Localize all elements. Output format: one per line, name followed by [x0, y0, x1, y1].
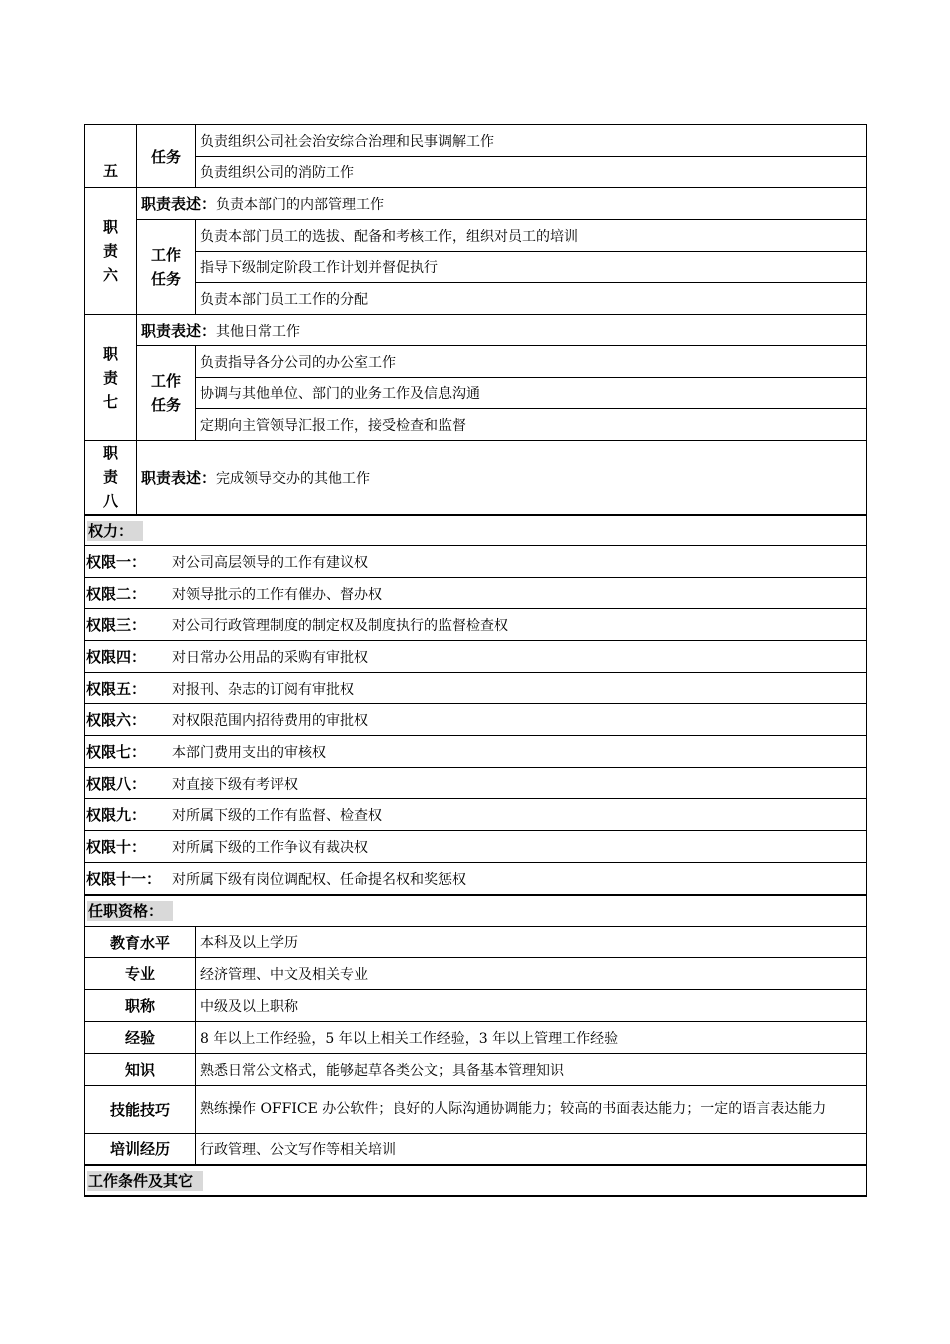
- qualification-label: 教育水平: [85, 927, 196, 958]
- power-label: 权限九：: [86, 806, 147, 824]
- duty6-task-label: [137, 220, 196, 315]
- duty8-label-text: 职责八: [102, 444, 118, 511]
- qualification-value: 本科及以上学历: [196, 927, 867, 958]
- qualification-row: [85, 958, 867, 990]
- duty6-statement: [137, 188, 867, 220]
- duty7-task-2: 协调与其他单位、部门的业务工作及信息沟通: [196, 378, 867, 409]
- qualification-row: [85, 1022, 867, 1054]
- powers-title-text: 权力：: [87, 521, 143, 541]
- duty6-statement-row: [85, 188, 867, 220]
- power-label: 权限四：: [86, 648, 147, 666]
- power-item: [85, 863, 867, 895]
- power-text: 对报刊、杂志的订阅有审批权: [172, 681, 354, 698]
- qualification-label: 经验: [85, 1022, 196, 1054]
- job-description-document: [84, 124, 866, 1197]
- qualification-label: 专业: [85, 958, 196, 990]
- duty5-task-2: 负责组织公司的消防工作: [196, 157, 867, 188]
- power-text: 对领导批示的工作有催办、督办权: [172, 586, 382, 603]
- qualification-label: 技能技巧: [85, 1086, 196, 1134]
- power-label: 权限十一：: [86, 869, 162, 888]
- power-item: [85, 831, 867, 863]
- duty6-task-row: [85, 252, 867, 283]
- qualification-row: [85, 1086, 867, 1134]
- qualification-value: 行政管理、公文写作等相关培训: [196, 1134, 867, 1165]
- job-description-table: [84, 124, 867, 1197]
- duty6-task-1: 负责本部门员工的选拔、配备和考核工作，组织对员工的培训: [196, 220, 867, 252]
- power-item: [85, 799, 867, 831]
- power-row: [85, 768, 867, 799]
- qualification-row: [85, 990, 867, 1022]
- power-item: [85, 736, 867, 768]
- power-label: 权限七：: [86, 743, 147, 761]
- duty7-task-label: [137, 346, 196, 441]
- power-row: [85, 609, 867, 641]
- duty6-task-row: [85, 283, 867, 315]
- duty7-task-label-text: 工作任务: [150, 372, 181, 414]
- duty8-statement-text: 完成领导交办的其他工作: [216, 470, 371, 487]
- power-item: [85, 673, 867, 704]
- duty7-statement-row: [85, 315, 867, 346]
- power-label: 权限一：: [86, 553, 147, 571]
- power-label: 权限十：: [86, 838, 147, 856]
- duty7-statement: [137, 315, 867, 346]
- power-text: 对所属下级的工作争议有裁决权: [172, 840, 368, 856]
- duty5-task-row: [85, 157, 867, 188]
- qualification-label: 知识: [85, 1054, 196, 1086]
- power-item: [85, 641, 867, 673]
- duty7-task-row: [85, 409, 867, 441]
- duty6-task-3: 负责本部门员工工作的分配: [196, 283, 867, 315]
- power-text: 对公司高层领导的工作有建议权: [172, 555, 368, 571]
- powers-header-row: [85, 515, 867, 546]
- qualification-value: 经济管理、中文及相关专业: [196, 958, 867, 990]
- power-row: [85, 673, 867, 704]
- duty7-task-row: [85, 346, 867, 378]
- power-text: 对直接下级有考评权: [172, 776, 298, 793]
- duty7-statement-text: 其他日常工作: [216, 323, 301, 340]
- duty7-label: [85, 315, 137, 441]
- qualification-value: 熟悉日常公文格式，能够起草各类公文；具备基本管理知识: [196, 1054, 867, 1086]
- power-row: [85, 799, 867, 831]
- power-row: [85, 863, 867, 895]
- power-text: 对日常办公用品的采购有审批权: [172, 650, 368, 666]
- duty6-label-text: 职责六: [102, 218, 118, 284]
- duty7-task-3: 定期向主管领导汇报工作，接受检查和监督: [196, 409, 867, 441]
- qualification-row: [85, 1134, 867, 1165]
- power-row: [85, 831, 867, 863]
- qualification-label: 培训经历: [85, 1134, 196, 1165]
- power-row: [85, 546, 867, 578]
- duty7-task-row: [85, 378, 867, 409]
- power-label: 权限六：: [86, 711, 147, 729]
- power-label: 权限八：: [86, 774, 147, 793]
- duty6-task-label-text: 工作任务: [150, 246, 181, 288]
- duty8-statement-label: 职责表述：: [141, 468, 217, 487]
- power-text: 本部门费用支出的审核权: [172, 745, 326, 761]
- power-text: 对公司行政管理制度的制定权及制度执行的监督检查权: [172, 618, 508, 634]
- duty6-task-row: [85, 220, 867, 252]
- power-row: [85, 641, 867, 673]
- powers-title: [85, 515, 867, 546]
- work-conditions-header-row: [85, 1165, 867, 1196]
- power-label: 权限二：: [86, 584, 147, 603]
- power-row: [85, 578, 867, 609]
- power-item: [85, 609, 867, 641]
- power-label: 权限五：: [86, 679, 147, 698]
- qualification-value: 中级及以上职称: [196, 990, 867, 1022]
- duty5-task-row: [85, 125, 867, 157]
- power-row: [85, 704, 867, 736]
- work-conditions-title-text: 工作条件及其它: [87, 1171, 203, 1191]
- qualifications-title-text: 任职资格：: [87, 901, 173, 921]
- qualification-value: 8 年以上工作经验，5 年以上相关工作经验，3 年以上管理工作经验: [196, 1022, 867, 1054]
- duty6-task-2: 指导下级制定阶段工作计划并督促执行: [196, 252, 867, 283]
- duty7-task-1: 负责指导各分公司的办公室工作: [196, 346, 867, 378]
- duty6-label: [85, 188, 137, 315]
- duty6-statement-text: 负责本部门的内部管理工作: [216, 197, 385, 213]
- duty5-number: 五: [85, 125, 137, 188]
- duty5-task-1: 负责组织公司社会治安综合治理和民事调解工作: [196, 125, 867, 157]
- power-item: [85, 768, 867, 799]
- power-item: [85, 704, 867, 736]
- power-text: 对所属下级的工作有监督、检查权: [172, 808, 382, 824]
- duty5-task-label: 任务: [137, 125, 196, 188]
- duty7-label-text: 职责七: [102, 344, 118, 411]
- work-conditions-title: [85, 1165, 867, 1196]
- power-text: 对所属下级有岗位调配权、任命提名权和奖惩权: [172, 871, 466, 888]
- duty8-statement: [137, 441, 867, 515]
- duty8-label: [85, 441, 137, 515]
- duty6-statement-label: 职责表述：: [141, 195, 217, 213]
- qualification-label: 职称: [85, 990, 196, 1022]
- qualification-row: [85, 927, 867, 958]
- power-item: [85, 578, 867, 609]
- power-row: [85, 736, 867, 768]
- power-item: [85, 546, 867, 578]
- duty8-row: [85, 441, 867, 515]
- power-text: 对权限范围内招待费用的审批权: [172, 713, 368, 729]
- qualifications-title: [85, 895, 867, 927]
- power-label: 权限三：: [86, 616, 147, 634]
- qualification-value: 熟练操作 OFFICE 办公软件；良好的人际沟通协调能力；较高的书面表达能力；一定的语言表达能力: [196, 1086, 867, 1134]
- duty7-statement-label: 职责表述：: [141, 321, 217, 340]
- qualifications-header-row: [85, 895, 867, 927]
- qualification-row: [85, 1054, 867, 1086]
